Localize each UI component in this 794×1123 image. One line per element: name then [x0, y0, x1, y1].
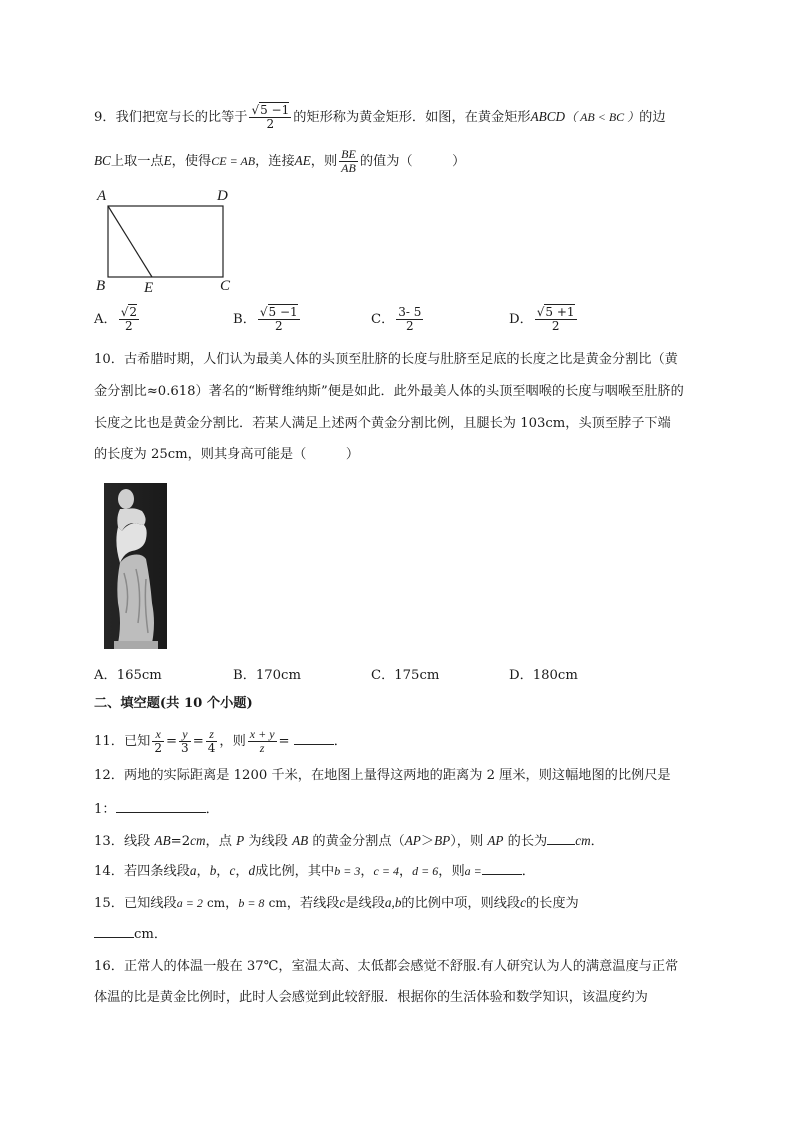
q15-line2: cm．: [94, 925, 167, 944]
q9-line1: 9．我们把宽与长的比等于 $\frac{√5 -1}{2}$ 的矩形称为黄金矩形．如图，在黄金矩形ABCD（ AB < BC ）的边: [94, 103, 666, 131]
q10-option-d[interactable]: D．180cm: [509, 668, 578, 683]
venus-statue-image: [104, 483, 167, 649]
q10-line3: 长度之比也是黄金分割比．若某人满足上述两个黄金分割比例，且腿长为 103cm，头顶至脖子下端: [94, 416, 671, 431]
vertex-d-label: D: [217, 188, 228, 204]
q10-line2: 金分割比≈0.618）著名的“断臂维纳斯”便是如此．此外最美人体的头顶至咽喉的长度与咽喉至肚脐的: [94, 384, 684, 399]
section-heading: 二、填空题(共 10 个小题): [94, 696, 253, 711]
point-e-label: E: [144, 280, 154, 296]
vertex-b-label: B: [96, 278, 106, 294]
q9-line2: BC上取一点E，使得CE = AB，连接AE，则 $\frac{BE}{AB}$ 的值为（ ）: [94, 147, 466, 175]
q10-option-b[interactable]: B．170cm: [233, 668, 301, 683]
q10-line4: 的长度为 25cm，则其身高可能是（ ）: [94, 447, 360, 462]
q13-line: 13．线段 AB=2cm，点 P 为线段 AB 的黄金分割点（AP＞BP），则 AP 的长为 cm．: [94, 833, 604, 849]
q10-line1: 10．古希腊时期，人们认为最美人体的头顶至肚脐的长度与肚脐至足底的长度之比是黄金分割比（黄: [94, 352, 678, 367]
q13-answer-blank[interactable]: [547, 832, 575, 845]
q9-option-d[interactable]: D． $\frac{√5 +1}{2}$: [509, 305, 575, 333]
q16-line2: 体温的比是黄金比例时，此时人会感觉到此较舒服．根据你的生活体验和数学知识，该温度约为: [94, 990, 648, 1005]
q9-number: 9．: [94, 110, 116, 125]
q11-answer-blank[interactable]: [294, 732, 334, 745]
q14-answer-blank[interactable]: [482, 862, 522, 875]
q11-line: 11．已知 $\frac{x}{2}$ = $\frac{y}{3}$ = $\frac{z}{4}$ ，则 $\frac{x + y}{z}$ = ．: [94, 727, 347, 755]
q10-option-a[interactable]: A．165cm: [94, 668, 162, 683]
golden-ratio-fraction: $\frac{√5 -1}{2}$: [251, 103, 290, 131]
q9-option-b[interactable]: B． $\frac{√5 -1}{2}$: [233, 305, 298, 333]
vertex-a-label: A: [97, 188, 107, 204]
q12-line1: 12．两地的实际距离是 1200 千米，在地图上量得这两地的距离为 2 厘米，则这幅地图的比例尺是: [94, 768, 671, 783]
q9-option-a[interactable]: A． $\frac{√2}{2}$: [94, 305, 138, 333]
rectangle-abcd: [108, 206, 223, 277]
q15-answer-blank[interactable]: [94, 925, 134, 938]
q14-line: 14．若四条线段a，b，c，d成比例，其中b = 3，c = 4，d = 6，则a = ．: [94, 863, 535, 879]
q12-answer-blank[interactable]: [116, 800, 206, 813]
q12-line2: 1： ．: [94, 802, 219, 817]
vertex-c-label: C: [220, 278, 231, 294]
be-over-ab-fraction: $\frac{BE}{AB}$: [341, 147, 356, 175]
q15-line1: 15．已知线段a = 2 cm，b = 8 cm，若线段c是线段a,b的比例中项，则线段c的长度为: [94, 895, 579, 911]
segment-ae: [108, 206, 152, 277]
q9-option-c[interactable]: C． $\frac{3- 5}{2}$: [371, 305, 422, 333]
q16-line1: 16．正常人的体温一般在 37℃，室温太高、太低都会感觉不舒服.有人研究认为人的满意温度与正常: [94, 959, 679, 974]
q10-option-c[interactable]: C．175cm: [371, 668, 440, 683]
